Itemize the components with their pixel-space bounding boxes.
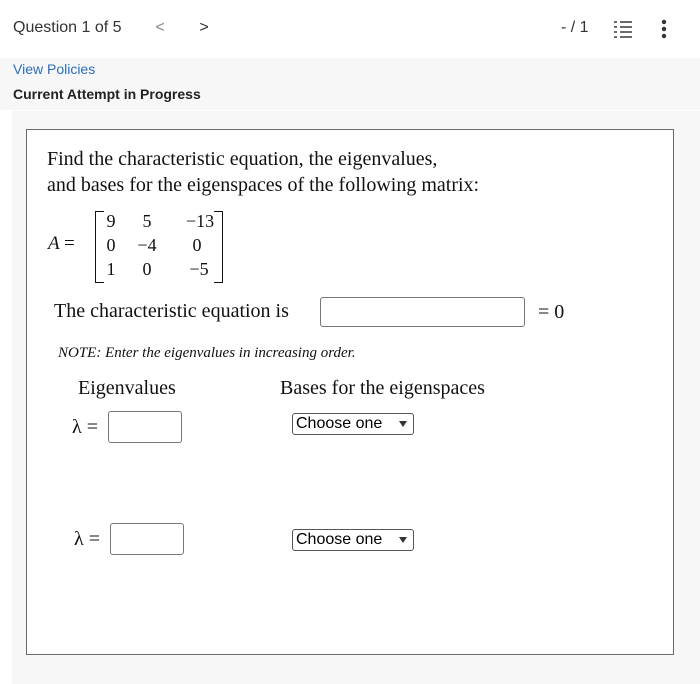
matrix-cell: −4 bbox=[137, 235, 157, 255]
lambda-label: λ = bbox=[72, 416, 98, 438]
characteristic-equation-input[interactable] bbox=[320, 297, 525, 327]
lambda-label: λ = bbox=[74, 528, 100, 550]
note-text: NOTE: Enter the eigenvalues in increasing order. bbox=[58, 345, 356, 361]
prompt-line-2: and bases for the eigenspaces of the following matrix: bbox=[47, 174, 480, 196]
matrix-label bbox=[48, 233, 75, 255]
attempt-status: Current Attempt in Progress bbox=[13, 86, 201, 102]
matrix-equals: = bbox=[64, 233, 75, 254]
basis-select-2-value: Choose one bbox=[296, 531, 383, 548]
more-vertical-icon[interactable] bbox=[657, 17, 671, 41]
attempt-header bbox=[0, 58, 700, 110]
question-prompt bbox=[47, 146, 607, 198]
matrix-cell: −13 bbox=[185, 211, 215, 231]
chevron-down-icon bbox=[399, 421, 407, 427]
chevron-down-icon bbox=[399, 537, 407, 543]
equals-zero: = 0 bbox=[538, 301, 565, 323]
question-counter: Question 1 of 5 bbox=[13, 19, 122, 36]
matrix-cell: 0 bbox=[106, 235, 116, 255]
eigenvalues-header: Eigenvalues bbox=[78, 377, 176, 399]
characteristic-equation-label: The characteristic equation is bbox=[54, 300, 289, 322]
bases-header: Bases for the eigenspaces bbox=[280, 377, 485, 399]
matrix-cell: 9 bbox=[106, 211, 116, 231]
next-question-button[interactable]: > bbox=[199, 19, 209, 36]
eigenvalue-input-1[interactable] bbox=[108, 411, 182, 443]
matrix-cell: 0 bbox=[192, 235, 202, 255]
matrix-cell: 1 bbox=[106, 259, 116, 279]
top-bar bbox=[0, 0, 700, 58]
list-icon[interactable] bbox=[612, 18, 634, 40]
eigenvalue-input-2[interactable] bbox=[110, 523, 184, 555]
basis-select-1[interactable] bbox=[292, 413, 414, 435]
matrix-cell: 5 bbox=[142, 211, 152, 231]
matrix-cell: −5 bbox=[189, 259, 209, 279]
basis-select-2[interactable] bbox=[292, 529, 414, 551]
matrix-cell: 0 bbox=[142, 259, 152, 279]
previous-question-button[interactable]: < bbox=[155, 19, 165, 36]
prompt-line-1: Find the characteristic equation, the eigenvalues, bbox=[47, 148, 438, 170]
score-display: - / 1 bbox=[561, 19, 589, 36]
matrix-name: A bbox=[48, 233, 60, 254]
view-policies-link[interactable]: View Policies bbox=[13, 61, 96, 77]
basis-select-1-value: Choose one bbox=[296, 415, 383, 432]
